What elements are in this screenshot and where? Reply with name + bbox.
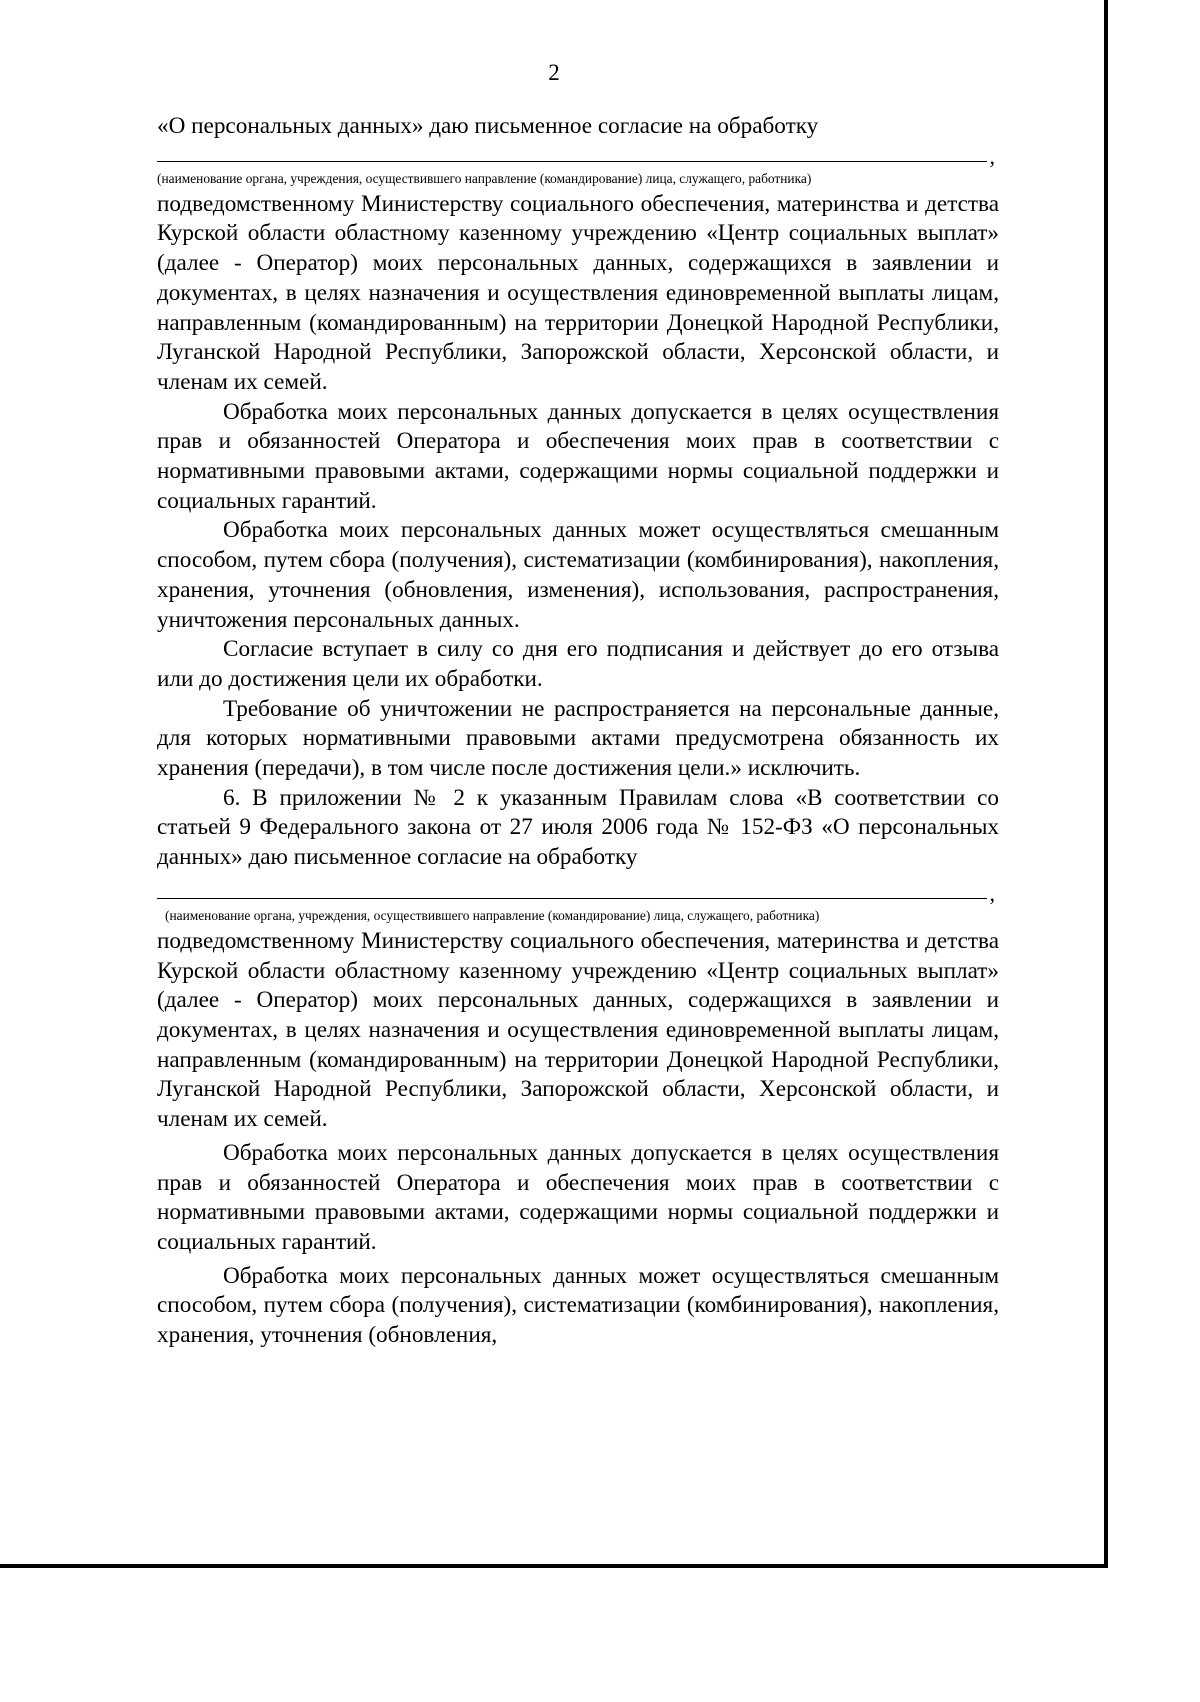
paragraph-operator: подведомственному Министерству социального обеспечения, материнства и детства Курской области областному казенному учреждению «Центр социальных выплат» (далее - Оператор) моих персональных данных, содержащихся в заявлении и документах, в целях назначения и осуществления единовременной выплаты лицам, направленным (командированным) на территории Донецкой Народной Республики, Луганской Народной Республики, Запорожской области, Херсонской области, и членам их семей. bbox=[157, 190, 999, 395]
field-caption-2: (наименование органа, учреждения, осуществившего направление (командирование) лица, служащего, работника) bbox=[165, 907, 820, 923]
fill-in-line bbox=[157, 142, 999, 170]
line-comma-2: , bbox=[989, 880, 995, 906]
paragraph-processing-methods-2: Обработка моих персональных данных может осуществляться смешанным способом, путем сбора (получения), систематизации (комбинирования), накопления, хранения, уточнения (обновления, bbox=[157, 1262, 999, 1349]
field-caption: (наименование органа, учреждения, осуществившего направление (командирование) лица, служащего, работника) bbox=[157, 170, 812, 186]
line-comma: , bbox=[989, 143, 995, 169]
underline-2 bbox=[157, 898, 987, 899]
paragraph-destruction-requirement: Требование об уничтожении не распространяется на персональные данные, для которых нормативными правовыми актами предусмотрена обязанность их хранения (передачи), в том числе после достижения цели.» исключить. bbox=[157, 695, 999, 782]
scan-border-bottom bbox=[0, 1564, 1108, 1568]
underline bbox=[157, 161, 987, 162]
document-body bbox=[157, 112, 999, 1351]
paragraph-processing-purpose-2: Обработка моих персональных данных допускается в целях осуществления прав и обязанностей Оператора и обеспечения моих прав в соответствии с нормативными правовыми актами, содержащими нормы социальной поддержки и социальных гарантий. bbox=[157, 1139, 999, 1255]
paragraph-item-6: 6. В приложении № 2 к указанным Правилам слова «В соответствии со статьей 9 Федерального закона от 27 июля 2006 года № 152-ФЗ «О персональных данных» даю письменное согласие на обработку bbox=[157, 784, 999, 871]
paragraph-consent-validity: Согласие вступает в силу со дня его подписания и действует до его отзыва или до достижения цели их обработки. bbox=[157, 636, 999, 692]
fill-in-line-2 bbox=[157, 873, 999, 907]
scan-border-right bbox=[1104, 0, 1108, 1568]
paragraph-processing-purpose: Обработка моих персональных данных допускается в целях осуществления прав и обязанностей Оператора и обеспечения моих прав в соответствии с нормативными правовыми актами, содержащими нормы социальной поддержки и социальных гарантий. bbox=[157, 398, 999, 514]
paragraph-processing-methods: Обработка моих персональных данных может осуществляться смешанным способом, путем сбора (получения), систематизации (комбинирования), накопления, хранения, уточнения (обновления, изменения), использования, распространения, уничтожения персональных данных. bbox=[157, 517, 999, 633]
paragraph-consent-intro: «О персональных данных» даю письменное согласие на обработку bbox=[157, 113, 819, 139]
paragraph-operator-2: подведомственному Министерству социального обеспечения, материнства и детства Курской области областному казенному учреждению «Центр социальных выплат» (далее - Оператор) моих персональных данных, содержащихся в заявлении и документах, в целях назначения и осуществления единовременной выплаты лицам, направленным (командированным) на территории Донецкой Народной Республики, Луганской Народной Республики, Запорожской области, Херсонской области, и членам их семей. bbox=[157, 927, 999, 1133]
page-number: 2 bbox=[548, 60, 560, 85]
